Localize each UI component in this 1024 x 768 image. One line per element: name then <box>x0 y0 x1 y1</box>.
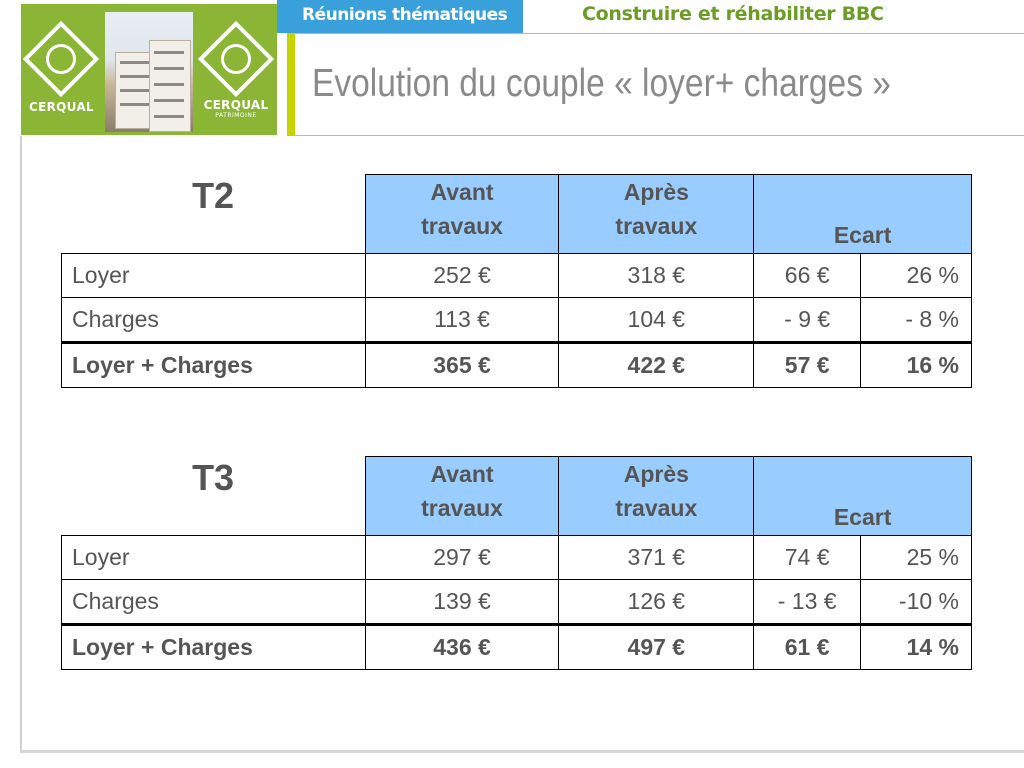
table-row <box>62 580 972 625</box>
cell-apres: 318 € <box>559 254 754 298</box>
table-t2 <box>61 174 972 388</box>
cell-ecart-pct: 25 % <box>861 536 972 580</box>
cell-apres: 126 € <box>559 580 754 625</box>
cell-avant: 113 € <box>365 298 559 343</box>
table-label: T2 <box>62 175 366 254</box>
patrimoine-text: PATRIMOINE <box>215 112 257 119</box>
row-label: Charges <box>62 298 366 343</box>
row-label: Loyer + Charges <box>62 625 366 670</box>
cell-avant: 297 € <box>365 536 559 580</box>
table-row <box>62 254 972 298</box>
row-label: Loyer <box>62 536 366 580</box>
building-photo <box>105 12 193 132</box>
table-row-total <box>62 625 972 670</box>
cerqual-logo <box>29 26 93 126</box>
cerqual-patrimoine-logo <box>201 26 271 126</box>
program-title: Construire et réhabiliter BBC <box>582 3 884 25</box>
cell-ecart-pct: 14 % <box>861 625 972 670</box>
cell-ecart-pct: 16 % <box>861 343 972 388</box>
row-label: Loyer + Charges <box>62 343 366 388</box>
cell-ecart-pct: -10 % <box>861 580 972 625</box>
row-label: Loyer <box>62 254 366 298</box>
col-apres-travaux: Après travaux <box>559 175 754 254</box>
col-ecart: Ecart <box>754 457 972 536</box>
page-edge-left <box>20 136 22 751</box>
table-row-total <box>62 343 972 388</box>
cell-ecart-pct: - 8 % <box>861 298 972 343</box>
cerqual-emblem-icon <box>23 21 99 97</box>
cell-ecart-eur: 74 € <box>754 536 861 580</box>
cerqual-patrimoine-logo-text: CERQUAL <box>203 98 269 112</box>
col-avant-travaux: Avant travaux <box>365 175 559 254</box>
cell-avant: 252 € <box>365 254 559 298</box>
cell-avant: 365 € <box>365 343 559 388</box>
cell-apres: 104 € <box>559 298 754 343</box>
table-t3 <box>61 456 972 670</box>
cell-ecart-eur: - 13 € <box>754 580 861 625</box>
cell-avant: 436 € <box>365 625 559 670</box>
cell-apres: 422 € <box>559 343 754 388</box>
cell-avant: 139 € <box>365 580 559 625</box>
cerqual-logo-text: CERQUAL <box>29 100 94 114</box>
page-edge-bottom <box>20 750 1024 753</box>
section-tab: Réunions thématiques <box>277 0 523 33</box>
col-ecart: Ecart <box>754 175 972 254</box>
cell-ecart-eur: 66 € <box>754 254 861 298</box>
cerqual-patrimoine-emblem-icon <box>198 21 274 97</box>
row-label: Charges <box>62 580 366 625</box>
cell-apres: 371 € <box>559 536 754 580</box>
col-avant-travaux: Avant travaux <box>365 457 559 536</box>
page-title: Evolution du couple « loyer+ charges » <box>312 62 891 105</box>
cell-ecart-eur: 57 € <box>754 343 861 388</box>
logo-block <box>21 4 277 135</box>
table-label: T3 <box>62 457 366 536</box>
table-row <box>62 536 972 580</box>
cell-ecart-eur: - 9 € <box>754 298 861 343</box>
cell-ecart-eur: 61 € <box>754 625 861 670</box>
cell-ecart-pct: 26 % <box>861 254 972 298</box>
cell-apres: 497 € <box>559 625 754 670</box>
table-row <box>62 298 972 343</box>
col-apres-travaux: Après travaux <box>559 457 754 536</box>
